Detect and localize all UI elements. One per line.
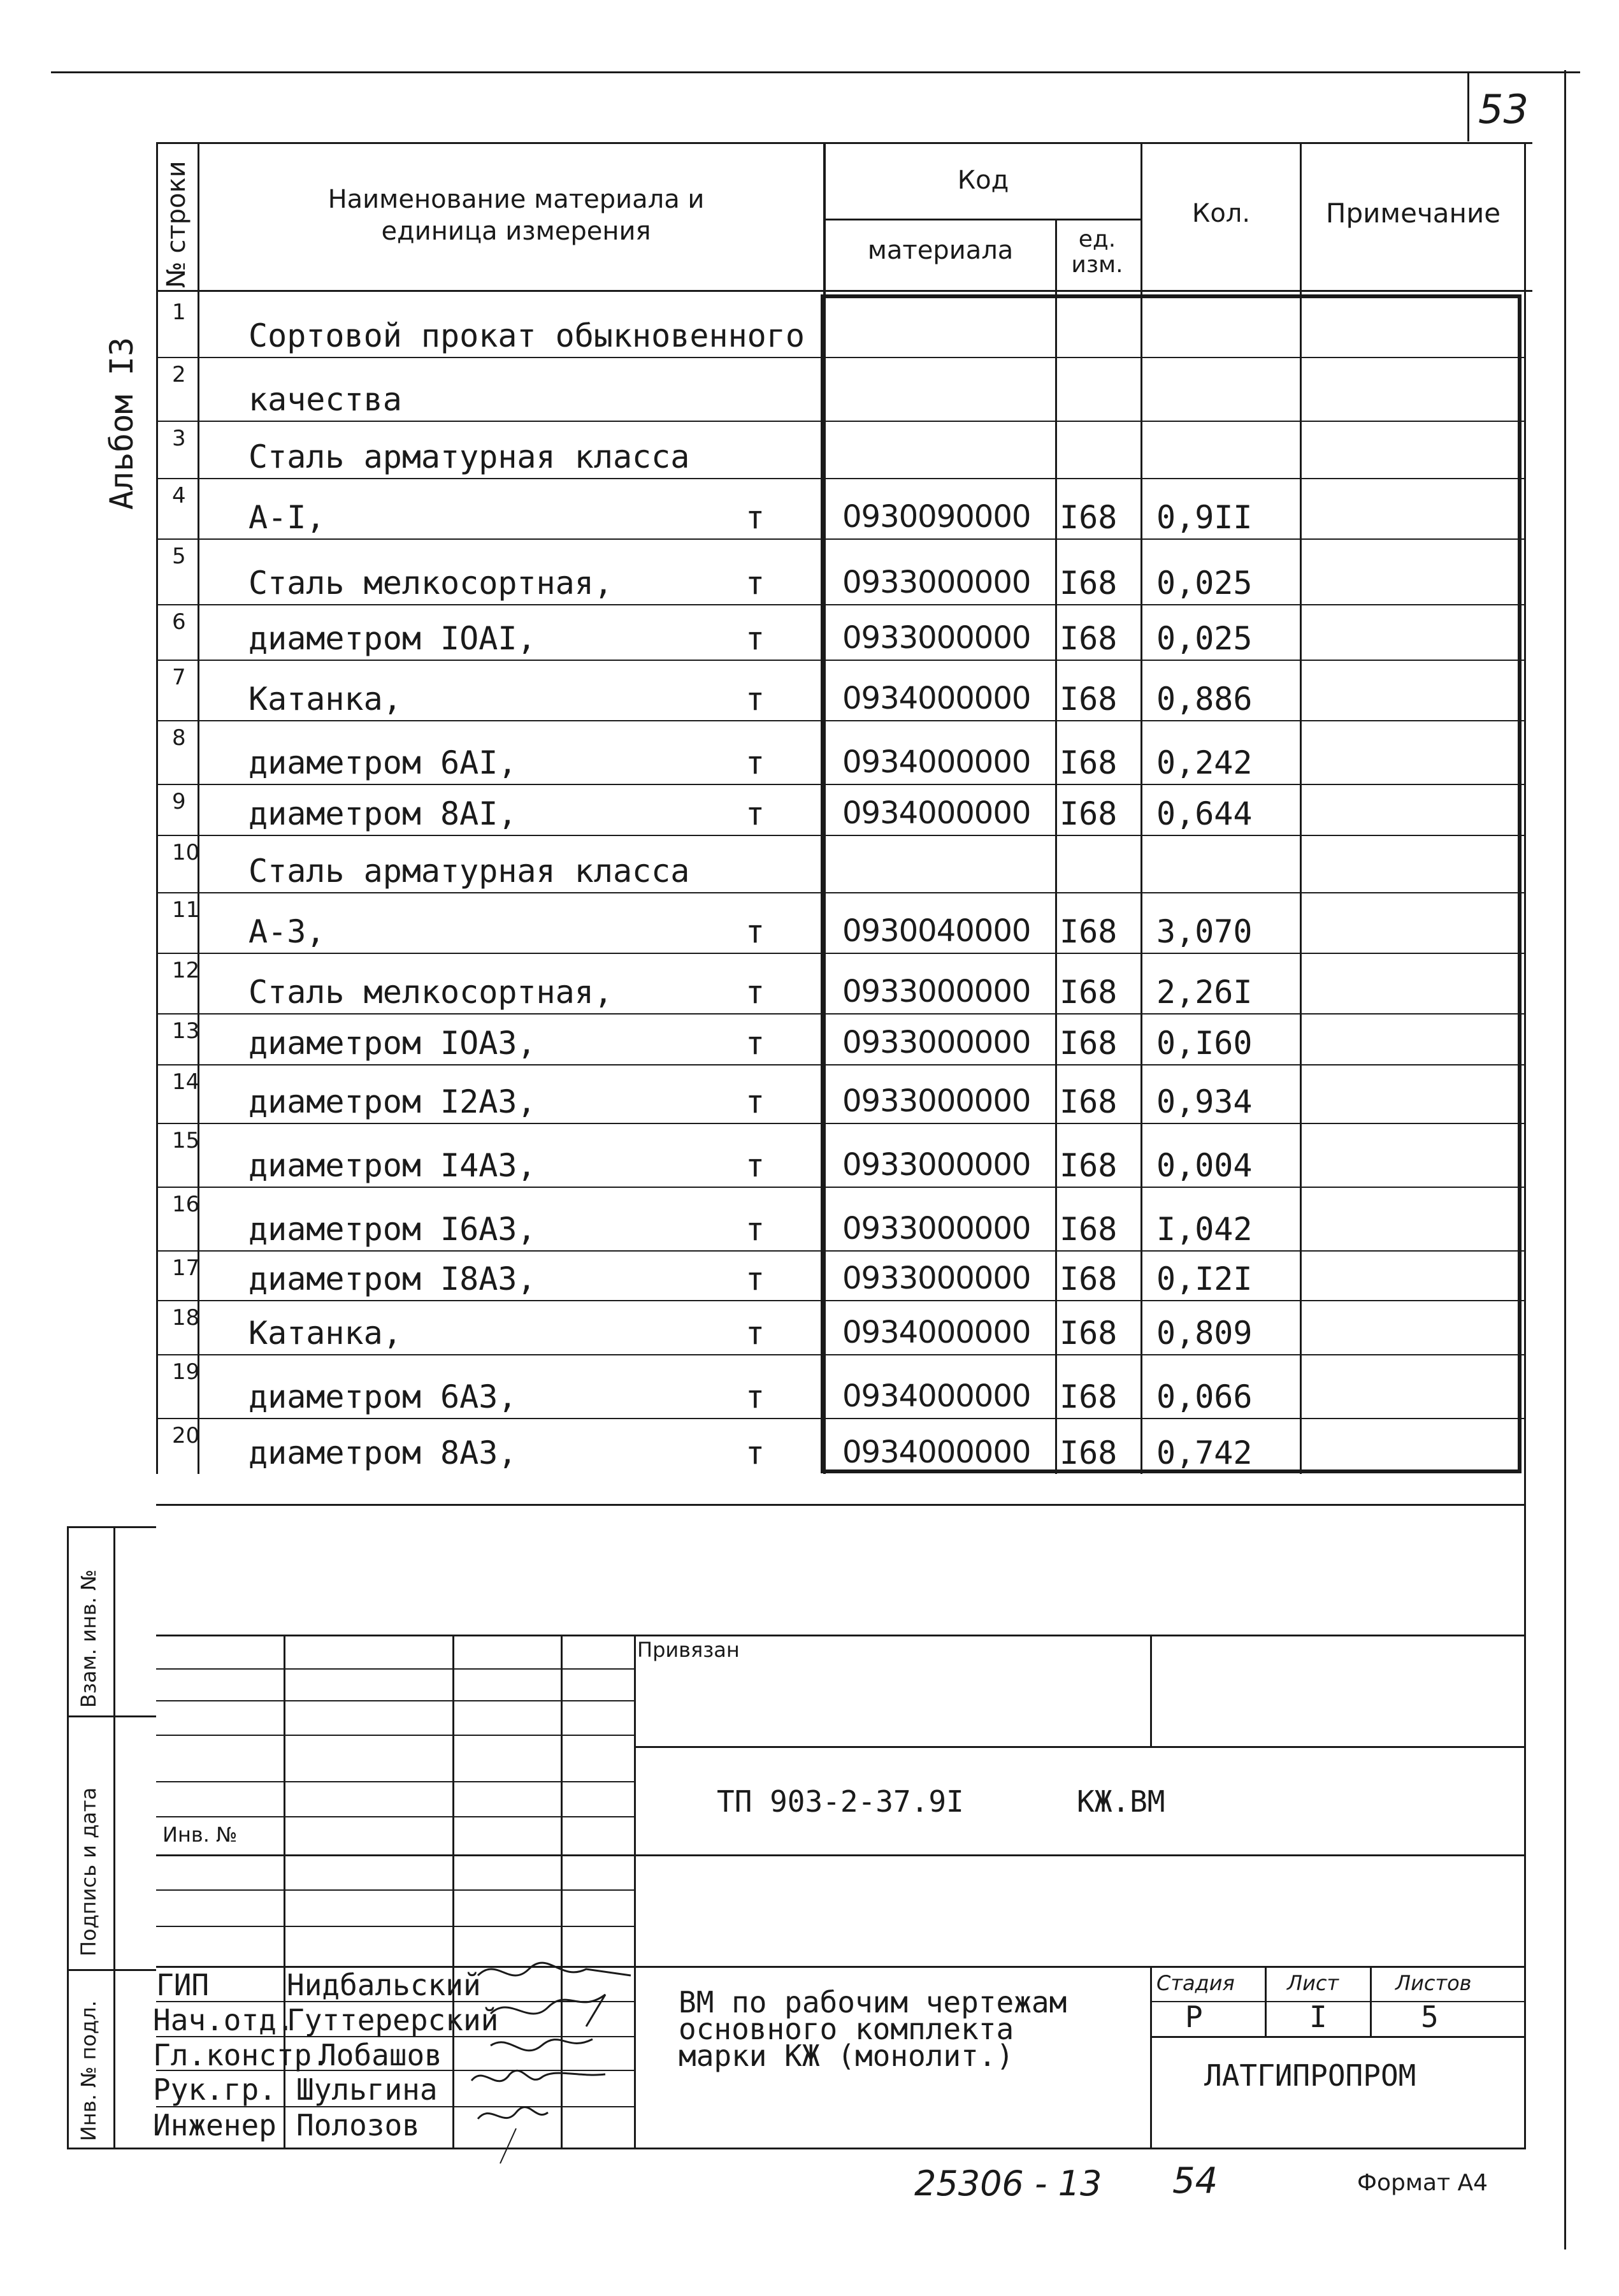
stamp-row-g [156,1889,634,1891]
quantity: 0,9II [1156,499,1253,536]
side-label-podpis: Подпись и дата [76,1787,101,1956]
material-name: Сталь мелкосортная, [248,974,613,1011]
quantity: I,042 [1156,1211,1253,1248]
material-name: диаметром I8A3, [248,1260,536,1297]
stamp-row-b [156,1700,634,1701]
name-ruk-gr: Шульгина [296,2072,438,2107]
stage-block-col1 [1265,1966,1267,2036]
header-qty: Кол. [1191,199,1251,228]
material-name: диаметром IOAI, [248,620,536,657]
row-separator [156,953,1526,954]
row-separator [156,357,1526,358]
description-line-1: ВМ по рабочим чертежам [679,1985,1067,2019]
row-separator [156,1418,1526,1419]
row-separator [156,421,1526,422]
row-number: 11 [172,897,200,923]
role-nach-otd: Нач.отд. [153,2003,294,2037]
header-code: Код [957,166,1009,195]
row-number: 4 [172,483,186,509]
quantity: 0,I2I [1156,1260,1253,1297]
row-separator [156,1354,1526,1355]
lower-divider [156,1504,1526,1506]
sheet-value: I [1309,2000,1327,2034]
signature-gl-konstr [491,2039,593,2051]
stamp-bottom [156,2148,1526,2149]
row-number: 16 [172,1192,200,1217]
unit-code: I68 [1060,795,1118,832]
doc-mark: КЖ.ВМ [1077,1784,1165,1819]
unit-code: I68 [1060,744,1118,781]
material-code: 0933000000 [842,974,1031,1009]
row-number: 1 [172,300,186,325]
side-strip-top [67,1526,156,1528]
quantity: 0,644 [1156,795,1253,832]
unit-code: I68 [1060,1434,1118,1471]
role-gip: ГИП [156,1968,210,2002]
row-separator [156,1250,1526,1252]
unit-code: I68 [1060,1211,1118,1248]
row-number: 2 [172,362,186,387]
stamp-code-bottom [634,1854,1526,1856]
row-separator [156,660,1526,661]
material-code: 0933000000 [842,1025,1031,1060]
sheets-value: 5 [1421,2000,1439,2034]
unit-code: I68 [1060,1378,1118,1415]
unit-of-measure: т [745,1434,765,1471]
material-code: 0930040000 [842,913,1031,949]
table-header-bottom [156,290,1532,292]
row-separator [156,1187,1526,1188]
quantity: 0,934 [1156,1083,1253,1120]
quantity: 0,004 [1156,1147,1253,1184]
row-separator [156,1064,1526,1065]
stamp-privyazan-bottom [634,1746,1526,1748]
signature-inzhener [478,2107,548,2119]
sheet-number: 53 [1478,86,1529,133]
row-number: 3 [172,426,186,451]
doc-code: ТП 903-2-37.9I [717,1784,964,1819]
row-separator [156,604,1526,605]
quantity: 0,025 [1156,565,1253,602]
row-number: 17 [172,1255,200,1281]
stage-block-left [1150,1966,1152,2148]
row-number: 18 [172,1305,200,1331]
side-strip-bottom [67,2148,156,2149]
material-name: диаметром 8A3, [248,1434,517,1471]
material-name: Сталь мелкосортная, [248,565,613,602]
stamp-row-c [156,1735,634,1736]
footer-page: 54 [1172,2160,1218,2202]
unit-of-measure: т [745,913,765,950]
material-code: 0930090000 [842,499,1031,535]
unit-of-measure: т [745,1378,765,1415]
row-number: 6 [172,609,186,635]
material-name: качества [248,381,402,418]
unit-code: I68 [1060,1083,1118,1120]
material-name: диаметром 8AI, [248,795,517,832]
material-code: 0934000000 [842,681,1031,716]
description-line-3: марки КЖ (монолит.) [679,2039,1014,2073]
top-rule [51,71,1580,73]
unit-of-measure: т [745,499,765,536]
side-strip-div2 [67,1969,156,1971]
role-ruk-gr: Рук.гр. [153,2072,277,2107]
material-code: 0933000000 [842,565,1031,600]
material-code: 0933000000 [842,1260,1031,1296]
material-code: 0934000000 [842,1315,1031,1350]
row-separator [156,835,1526,836]
stamp-row-h [156,1926,634,1927]
header-name: Наименование материала и единица измерения [327,185,705,246]
quantity: 0,242 [1156,744,1253,781]
side-strip-right [113,1526,115,2148]
header-note: Примечание [1325,198,1501,229]
organization: ЛАТГИПРОПРОМ [1204,2058,1416,2093]
privyazan-label: Привязан [637,1638,740,1662]
row-separator [156,1013,1526,1014]
unit-of-measure: т [745,744,765,781]
material-name: А-I, [248,499,326,536]
row-separator [156,784,1526,785]
row-separator [156,538,1526,540]
material-code: 0933000000 [842,620,1031,656]
material-code: 0934000000 [842,1378,1031,1414]
unit-of-measure: т [745,1211,765,1248]
side-strip-left [67,1526,69,2148]
material-code: 0933000000 [842,1147,1031,1183]
row-number: 7 [172,665,186,690]
signature-tail [500,2128,516,2163]
quantity: 0,886 [1156,681,1253,718]
unit-of-measure: т [745,795,765,832]
row-separator [156,478,1526,479]
signature-gip [478,1963,631,1975]
material-name: диаметром I4A3, [248,1147,536,1184]
material-code: 0934000000 [842,744,1031,780]
stage-label: Стадия [1156,1971,1235,1995]
row-separator [156,1123,1526,1124]
unit-code: I68 [1060,1147,1118,1184]
role-inzhener: Инженер [153,2108,277,2142]
side-strip-div1 [67,1715,156,1717]
material-name: А-3, [248,913,326,950]
row-number: 9 [172,789,186,814]
unit-code: I68 [1060,1260,1118,1297]
sheet-number-box-left [1467,71,1469,141]
sheet-label: Лист [1287,1971,1339,1995]
unit-of-measure: т [745,1315,765,1352]
unit-of-measure: т [745,974,765,1011]
footer-number: 25306 - 13 [914,2163,1102,2204]
side-label-inv-podl: Инв. № подл. [76,2000,101,2141]
row-number: 13 [172,1018,200,1044]
material-name: диаметром IOA3, [248,1025,536,1062]
row-number: 8 [172,725,186,751]
row-separator [156,1300,1526,1301]
stage-block-row1 [1150,2001,1526,2002]
stage-block-col2 [1370,1966,1372,2036]
name-gip: Нидбальский [287,1968,481,2002]
table-top-border [156,142,1532,144]
material-name: диаметром I6A3, [248,1211,536,1248]
unit-code: I68 [1060,499,1118,536]
signature-ruk-gr [471,2070,605,2081]
row-number: 10 [172,840,200,865]
unit-of-measure: т [745,565,765,602]
signature-nach-otd [491,1995,605,2026]
row-number: 5 [172,544,186,569]
table-right-border [1524,142,1526,1474]
inv-no-label: Инв. № [162,1823,238,1847]
quantity: 0,I60 [1156,1025,1253,1062]
quantity: 0,742 [1156,1434,1253,1471]
unit-code: I68 [1060,1025,1118,1062]
quantity: 2,26I [1156,974,1253,1011]
unit-of-measure: т [745,620,765,657]
stamp-row-a [156,1668,634,1670]
name-inzhener: Полозов [296,2108,420,2142]
unit-of-measure: т [745,1025,765,1062]
unit-code: I68 [1060,565,1118,602]
material-name: Сталь арматурная класса [248,853,690,890]
row-number: 12 [172,958,200,983]
material-code: 0933000000 [842,1211,1031,1246]
description-line-2: основного комплекта [679,2012,1014,2046]
stage-block-row2 [1150,2036,1526,2038]
right-edge-rule [1564,70,1566,2249]
unit-of-measure: т [745,1147,765,1184]
header-unit: ед. изм. [1071,226,1123,278]
signatures [440,1950,669,2167]
row-number: 19 [172,1359,200,1385]
stamp-col-privyazan-right [1150,1635,1152,1746]
material-name: Катанка, [248,1315,402,1352]
row-separator [156,720,1526,721]
material-name: Сортовой прокат обыкновенного [248,317,805,354]
code-header-split [823,219,1142,220]
material-name: диаметром 6A3, [248,1378,517,1415]
header-material: материала [867,236,1014,265]
unit-code: I68 [1060,974,1118,1011]
material-name: диаметром I2A3, [248,1083,536,1120]
quantity: 0,066 [1156,1378,1253,1415]
unit-code: I68 [1060,620,1118,657]
material-name: Сталь арматурная класса [248,438,690,475]
row-separator [156,892,1526,893]
stage-value: Р [1185,2000,1203,2034]
header-row-no: № строки [162,161,191,288]
stamp-row-e [156,1816,634,1817]
unit-code: I68 [1060,913,1118,950]
role-gl-konstr: Гл.констр. [153,2038,329,2072]
stamp-top [156,1635,1526,1636]
footer-format: Формат А4 [1357,2170,1488,2196]
side-label-vzam: Взам. инв. № [76,1569,101,1708]
quantity: 0,809 [1156,1315,1253,1352]
stamp-row-d [156,1781,634,1782]
lower-right-border [1524,1474,1526,2149]
quantity: 3,070 [1156,913,1253,950]
album-label: Альбом I3 [103,337,140,510]
name-gl-konstr: Лобашов [319,2038,442,2072]
material-name: Катанка, [248,681,402,718]
row-number: 20 [172,1423,200,1448]
material-name: диаметром 6AI, [248,744,517,781]
material-code: 0934000000 [842,1434,1031,1470]
table-left-border [156,142,158,1474]
unit-of-measure: т [745,681,765,718]
unit-of-measure: т [745,1083,765,1120]
row-number: 15 [172,1128,200,1153]
material-code: 0933000000 [842,1083,1031,1119]
unit-code: I68 [1060,1315,1118,1352]
quantity: 0,025 [1156,620,1253,657]
unit-of-measure: т [745,1260,765,1297]
name-nach-otd: Гуттерерский [287,2003,499,2037]
stamp-row-f [156,1854,634,1856]
material-code: 0934000000 [842,795,1031,831]
sheets-label: Листов [1395,1971,1472,1995]
row-number: 14 [172,1069,200,1095]
unit-code: I68 [1060,681,1118,718]
